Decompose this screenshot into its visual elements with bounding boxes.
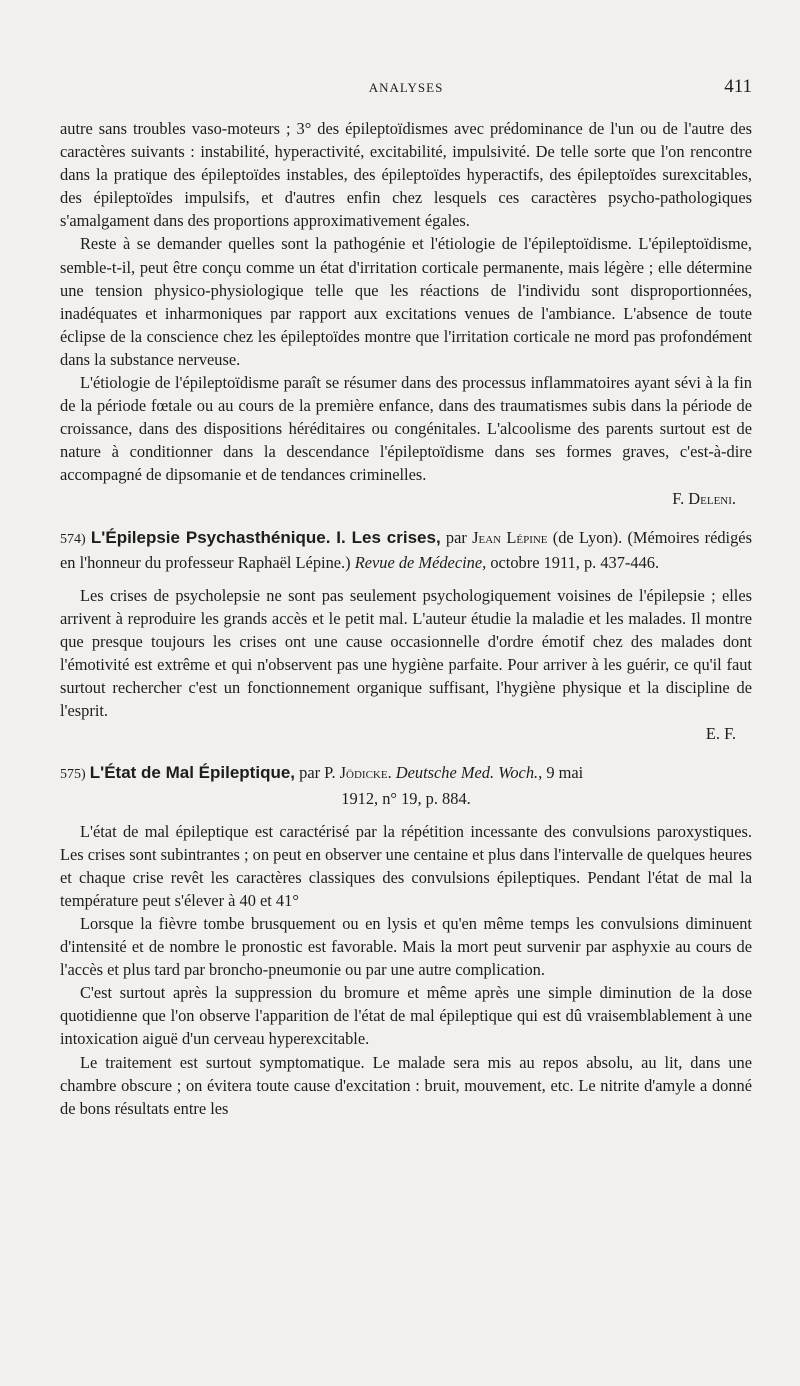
entry-by: par [445, 527, 467, 547]
entry-heading [60, 526, 752, 574]
entry-title: L'État de Mal Épileptique, [89, 763, 296, 783]
running-head: ANALYSES [368, 80, 444, 95]
paragraph: C'est surtout après la suppression du bromure et même après une simple diminution de la dose quotidienne que l'on observe l'apparition de l'état de mal épileptique qui est dû vraisemblablement à une intoxication aiguë d'un cerveau hyperexcitable. [60, 983, 752, 1049]
entry-author: Jödicke. [339, 763, 392, 783]
entry-by: par P. [299, 763, 336, 783]
entry-author: Jean Lépine [472, 527, 548, 547]
entry-heading [60, 761, 752, 786]
paragraph: L'état de mal épileptique est caractérisé par la répétition incessante des convulsions paroxystiques. Les crises sont subintrantes ; on peut en observer une centaine et plus dans l'intervalle de quelques heures et chaque crise revêt les caractères classiques des convulsions épileptiques. Pendant l'état de mal la température peut s'élever à 40 et 41° [60, 821, 752, 910]
paragraph: autre sans troubles vaso-moteurs ; 3° des épileptoïdismes avec prédominance de l'un ou de l'autre des caractères suivants : instabilité, hyperactivité, excitabilité, impulsivité. De telle sorte que l'on rencontre dans la pratique des épileptoïdes instables, des épileptoïdes hyperactifs, des épileptoïdes surexcitables, des épileptoïdes impulsifs, et d'autres enfin chez lesquels ces caractères psycho-pathologiques s'amalgament dans des proportions approximativement égales. [60, 119, 752, 231]
paragraph: Le traitement est surtout symptomatique. Le malade sera mis au repos absolu, au lit, dans une chambre obscure ; on évitera toute cause d'excitation : bruit, mouvement, etc. Le nitrite d'amyle a donné de bons résultats entre les [60, 1052, 752, 1118]
paragraph: Reste à se demander quelles sont la pathogénie et l'étiologie de l'épileptoïdisme. L'épileptoïdisme, semble-t-il, peut être conçu comme un état d'irritation corticale permanente, mais légère ; elle détermine une tension physico-physiologique telle que les réactions de l'individu sont disproportionnées, inadéquates et inharmoniques par rapport aux excitations venues de l'ambiance. L'absence de toute éclipse de la conscience chez les épileptoïdes montre que l'irritation corticale ne mord pas profondément dans la substance nerveuse. [60, 234, 752, 369]
entry-date: octobre 1911, p. 437-446. [490, 552, 660, 572]
entry-number: 575) [60, 767, 86, 783]
page-number: 411 [724, 76, 752, 97]
entry-journal: Deutsche Med. Woch., [395, 763, 543, 783]
article-text [60, 117, 752, 1120]
paragraph: Les crises de psycholepsie ne sont pas seulement psychologiquement voisines de l'épilepsie ; elles arrivent à reproduire les grands accès et le petit mal. L'auteur étudie la maladie et les malades. Il montre que presque toujours les crises ont une cause occasionnelle d'ordre émotif chez des malades dont l'émotivité est extrême et qui n'observent pas une hygiène parfaite. Pour arriver à les guérir, ce qu'il faut surtout rechercher c'est un fonctionnement organique suffisant, l'hygiène physique et la discipline de l'esprit. [60, 585, 752, 721]
entry-number: 574) [60, 531, 86, 547]
paragraph: L'étiologie de l'épileptoïdisme paraît se résumer dans des processus inflammatoires ayant sévi à la fin de la période fœtale ou au cours de la première enfance, dans des traumatismes subis dans la période de croissance, dans des dispositions héréditaires ou congénitales. L'alcoolisme des parents surtout est de nature à conditionner dans la descendance l'épileptoïdisme dans ses formes graves, c'est-à-dire accompagné de dipsomanie et de tendances criminelles. [60, 373, 752, 485]
entry-title: L'Épilepsie Psychasthénique. I. Les crises, [90, 527, 441, 547]
entry-source: (de Lyon). (Mémoires rédigés en l'honneur du professeur Raphaël Lépine.) [60, 527, 752, 572]
signature: F. Deleni. [672, 488, 736, 508]
entry-journal: Revue de Médecine, [354, 552, 487, 572]
paragraph: Lorsque la fièvre tombe brusquement ou en lysis et qu'en même temps les convulsions diminuent d'intensité et de nombre le pronostic est favorable. Mais la mort peut survenir par asphyxie au cours de l'accès et plus tard par broncho-pneumonie ou par une autre complication. [60, 914, 752, 980]
page-header [60, 76, 752, 100]
entry-date-line: 1912, n° 19, p. 884. [341, 788, 471, 808]
entry-date: 9 mai [546, 763, 584, 783]
signature: E. F. [705, 724, 736, 744]
